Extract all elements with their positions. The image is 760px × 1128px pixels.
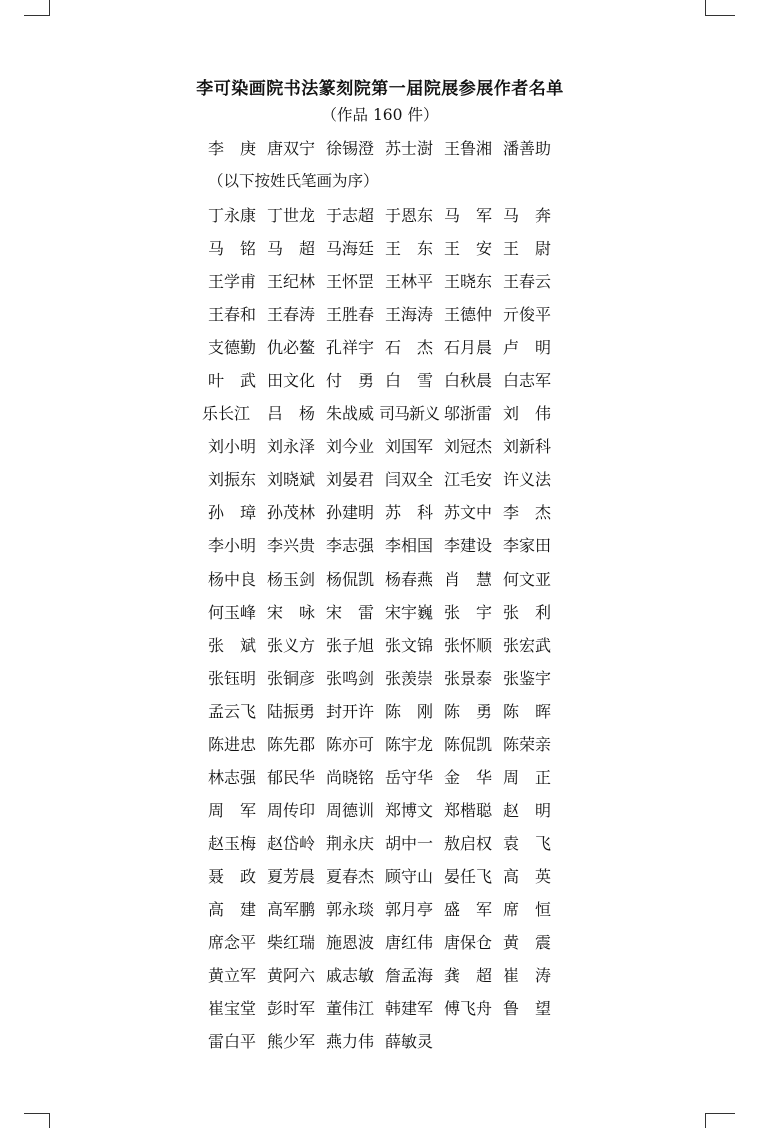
- author-name: 张 利: [503, 602, 552, 622]
- featured-author-name: 潘善助: [503, 139, 552, 158]
- author-name: 郭永琰: [326, 899, 375, 919]
- author-name: 柴红瑞: [267, 933, 316, 953]
- author-name: 李兴贵: [267, 536, 316, 556]
- crop-mark-bottom-left-v: [49, 1113, 50, 1128]
- author-name: 雷白平: [208, 1032, 257, 1052]
- author-name: 王胜春: [326, 305, 375, 325]
- author-name: 何玉峰: [208, 602, 257, 622]
- author-name: 高 英: [503, 866, 552, 886]
- author-name: 苏文中: [444, 503, 493, 523]
- author-name: 龚 超: [444, 966, 493, 986]
- author-name: 宋 咏: [267, 602, 316, 622]
- author-name: 马海廷: [326, 239, 375, 259]
- author-name: 马 军: [444, 206, 493, 225]
- featured-authors-row: [208, 136, 562, 159]
- author-name: 王晓东: [444, 272, 493, 292]
- author-name: 杨玉剑: [267, 569, 316, 589]
- author-name: 高 建: [208, 899, 257, 919]
- author-name: 马 铭: [208, 239, 257, 259]
- author-name: 邬浙雷: [444, 404, 493, 424]
- author-name: 胡中一: [385, 833, 434, 853]
- author-name: 盛 军: [444, 899, 493, 919]
- author-name: 郑楷聪: [444, 800, 493, 820]
- author-name: 刘晓斌: [267, 470, 316, 490]
- author-name: 张 斌: [208, 635, 257, 655]
- featured-author-name: 徐锡澄: [326, 139, 375, 158]
- author-name-grid: [202, 203, 588, 1062]
- author-name: 陈 晖: [503, 701, 552, 721]
- author-name: 李家田: [503, 536, 552, 556]
- author-name: 陈 刚: [385, 701, 434, 721]
- crop-mark-bottom-right-v: [705, 1113, 706, 1128]
- author-name: 乐长江: [202, 404, 251, 424]
- author-name: 唐保仓: [444, 933, 493, 953]
- author-name: 陈侃凯: [444, 734, 493, 754]
- author-name: 张宏武: [503, 635, 552, 655]
- author-name: 王怀罡: [326, 272, 375, 292]
- crop-mark-bottom-left-h: [24, 1113, 50, 1114]
- author-name: 仇必鳌: [267, 338, 316, 358]
- author-name: 马 超: [267, 239, 316, 259]
- author-name: 白 雪: [385, 371, 434, 391]
- author-name: 孙建明: [326, 503, 375, 523]
- author-name: 詹孟海: [385, 966, 434, 986]
- author-name: 崔宝堂: [208, 999, 257, 1019]
- author-name: 尚晓铭: [326, 767, 375, 787]
- author-name: 孔祥宇: [326, 338, 375, 358]
- author-name: 张钰明: [208, 668, 257, 688]
- author-name: 周 正: [503, 767, 552, 787]
- author-name: 聂 政: [208, 866, 257, 886]
- author-name: 白志军: [503, 371, 552, 391]
- author-name: 付 勇: [326, 371, 375, 391]
- author-name: 陆振勇: [267, 701, 316, 721]
- author-name: 王春涛: [267, 305, 316, 325]
- author-name: 李志强: [326, 536, 375, 556]
- author-name: 王 尉: [503, 239, 552, 259]
- author-name: 周传印: [267, 800, 316, 820]
- author-name: 陈 勇: [444, 701, 493, 721]
- author-name: 赵岱岭: [267, 833, 316, 853]
- author-name: 陈宇龙: [385, 734, 434, 754]
- author-name: 丁世龙: [267, 206, 316, 225]
- author-name: 杨侃凯: [326, 569, 375, 589]
- author-name: 杨中良: [208, 569, 257, 589]
- author-name: 何文亚: [503, 569, 552, 589]
- author-name: 许义法: [503, 470, 552, 490]
- author-name: 崔 涛: [503, 966, 552, 986]
- author-name: 鲁 望: [503, 999, 552, 1019]
- author-name: 孙茂林: [267, 503, 316, 523]
- author-name: 张鸣剑: [326, 668, 375, 688]
- author-name: 刘今业: [326, 437, 375, 457]
- featured-author-name: 李 庚: [208, 139, 257, 158]
- author-name: 苏 科: [385, 503, 434, 523]
- author-name: 田文化: [267, 371, 316, 391]
- author-name: 施恩波: [326, 933, 375, 953]
- author-name: 王春云: [503, 272, 552, 292]
- author-name: 杨春燕: [385, 569, 434, 589]
- author-name: 高军鹏: [267, 899, 316, 919]
- author-name: 张羡崇: [385, 668, 434, 688]
- author-name: 刘振东: [208, 470, 257, 490]
- author-name: 张义方: [267, 635, 316, 655]
- author-name: 赵 明: [503, 800, 552, 820]
- author-name: 郑博文: [385, 800, 434, 820]
- author-name: 王纪林: [267, 272, 316, 292]
- author-name: 刘 伟: [503, 404, 552, 424]
- crop-mark-top-right-v: [705, 0, 706, 16]
- author-name: 唐红伟: [385, 933, 434, 953]
- author-name: 孙 璋: [208, 503, 257, 523]
- author-name: 刘永泽: [267, 437, 316, 457]
- ordering-note: （以下按姓氏笔画为序）: [208, 172, 379, 190]
- author-name: 石 杰: [385, 338, 434, 358]
- author-name: 白秋晨: [444, 371, 493, 391]
- author-name: 张怀顺: [444, 635, 493, 655]
- author-name: 刘新科: [503, 437, 552, 457]
- author-name: 熊少军: [267, 1032, 316, 1052]
- author-name: 吕 杨: [267, 404, 316, 424]
- author-name: 陈荣亲: [503, 734, 552, 754]
- author-name: 于恩东: [385, 206, 434, 225]
- author-name: 刘小明: [208, 437, 257, 457]
- featured-author-name: 唐双宁: [267, 139, 316, 158]
- page-subtitle: （作品 160 件）: [321, 106, 439, 124]
- author-name: 赵玉梅: [208, 833, 257, 853]
- author-name: 岳守华: [385, 767, 434, 787]
- author-name: 亓俊平: [503, 305, 552, 325]
- author-name: 张鉴宇: [503, 668, 552, 688]
- author-name: 江毛安: [444, 470, 493, 490]
- author-name: 席 恒: [503, 899, 552, 919]
- author-name: 董伟江: [326, 999, 375, 1019]
- author-name: 郁民华: [267, 767, 316, 787]
- author-name: 张景泰: [444, 668, 493, 688]
- author-name: 叶 武: [208, 371, 257, 391]
- author-name: 王德仲: [444, 305, 493, 325]
- author-name: 夏芳晨: [267, 866, 316, 886]
- author-name: 王 安: [444, 239, 493, 259]
- author-name: 王海涛: [385, 305, 434, 325]
- author-name: 燕力伟: [326, 1032, 375, 1052]
- author-name: 李小明: [208, 536, 257, 556]
- featured-author-name: 王鲁湘: [444, 139, 493, 158]
- author-name: 王学甫: [208, 272, 257, 292]
- author-name: 马 奔: [503, 206, 552, 225]
- author-name: 孟云飞: [208, 701, 257, 721]
- author-name: 朱战威: [326, 404, 375, 424]
- author-name: 张 宇: [444, 602, 493, 622]
- author-name: 周 军: [208, 800, 257, 820]
- author-name: 张铜彦: [267, 668, 316, 688]
- author-name: 韩建军: [385, 999, 434, 1019]
- author-name: 顾守山: [385, 866, 434, 886]
- author-name: 傅飞舟: [444, 999, 493, 1019]
- author-name: 黄阿六: [267, 966, 316, 986]
- author-name: 敖启权: [444, 833, 493, 853]
- author-name: 黄 震: [503, 933, 552, 953]
- author-name: 陈进忠: [208, 734, 257, 754]
- author-name: 于志超: [326, 206, 375, 225]
- author-name: 夏春杰: [326, 866, 375, 886]
- author-name: 宋 雷: [326, 602, 375, 622]
- author-name: 王 东: [385, 239, 434, 259]
- author-name: 袁 飞: [503, 833, 552, 853]
- author-name: 王林平: [385, 272, 434, 292]
- author-name: 晏任飞: [444, 866, 493, 886]
- author-name: 陈亦可: [326, 734, 375, 754]
- author-name: 司马新义: [379, 404, 440, 424]
- author-name: 张子旭: [326, 635, 375, 655]
- author-name: 彭时军: [267, 999, 316, 1019]
- author-name: 戚志敏: [326, 966, 375, 986]
- author-name: 支德勤: [208, 338, 257, 358]
- author-name: 陈先郡: [267, 734, 316, 754]
- author-name: 张文锦: [385, 635, 434, 655]
- page-title: 李可染画院书法篆刻院第一届院展参展作者名单: [196, 79, 564, 99]
- crop-mark-top-left-h: [24, 15, 50, 16]
- author-name: 刘冠杰: [444, 437, 493, 457]
- author-name: 闫双全: [385, 470, 434, 490]
- crop-mark-bottom-right-h: [705, 1113, 735, 1114]
- author-name: 王春和: [208, 305, 257, 325]
- featured-author-name: 苏士澍: [385, 139, 434, 158]
- author-name: 肖 慧: [444, 569, 493, 589]
- author-name: 李建设: [444, 536, 493, 556]
- author-name: 席念平: [208, 933, 257, 953]
- author-name: 丁永康: [208, 206, 257, 225]
- author-name: 刘国军: [385, 437, 434, 457]
- author-name: 林志强: [208, 767, 257, 787]
- author-name: 石月晨: [444, 338, 493, 358]
- author-name: 金 华: [444, 767, 493, 787]
- crop-mark-top-left-v: [49, 0, 50, 16]
- author-name: 薛敏灵: [385, 1032, 434, 1052]
- author-name: 宋宇巍: [385, 602, 434, 622]
- author-name: 李相国: [385, 536, 434, 556]
- author-name: 卢 明: [503, 338, 552, 358]
- author-name: 李 杰: [503, 503, 552, 523]
- crop-mark-top-right-h: [705, 15, 735, 16]
- author-name: 周德训: [326, 800, 375, 820]
- author-name: 刘晏君: [326, 470, 375, 490]
- author-name: 郭月亭: [385, 899, 434, 919]
- author-name: 封开许: [326, 701, 375, 721]
- author-name: 黄立军: [208, 966, 257, 986]
- author-name: 荆永庆: [326, 833, 375, 853]
